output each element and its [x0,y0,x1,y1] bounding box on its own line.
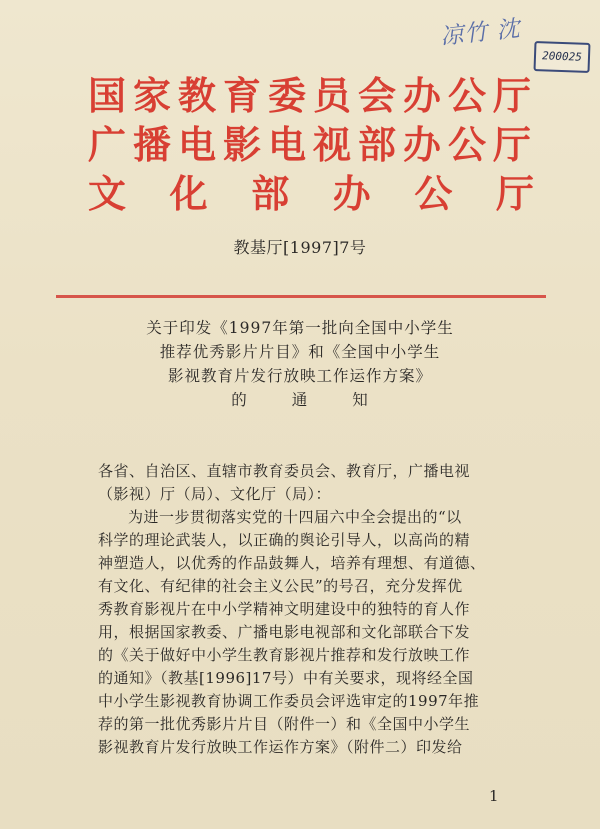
page-number: 1 [489,787,499,805]
recipients-line: （影视）厅（局）、文化厅（局）： [98,485,332,503]
issuing-offices-header [88,72,538,219]
document-title [0,316,600,412]
paragraph-line: 荐的第一批优秀影片片目（附件一）和《全国中小学生 [98,715,471,733]
paragraph-line: 的《关于做好中小学生教育影视片推荐和发行放映工作 [98,646,471,664]
office-name-char: 办 [332,172,371,216]
paragraph-line: 有文化、有纪律的社会主义公民”的号召，充分发挥优 [98,577,463,595]
office-name-line-spread [88,170,534,219]
title-char: 通 [291,391,309,409]
paragraph-line: 的通知》（教基[1996]17号）中有关要求，现将经全国 [98,669,474,687]
body-paragraph [98,506,528,759]
office-name-char: 文 [88,172,127,216]
office-name-line: 国家教育委员会办公厅 [88,74,539,118]
document-number: 教基厅[1997]7号 [233,238,367,257]
office-name-char: 公 [414,172,453,216]
paragraph-line: 用，根据国家教委、广播电影电视部和文化部联合下发 [98,623,471,641]
paragraph-line: 为进一步贯彻落实党的十四届六中全会提出的“以 [128,508,462,526]
recipients-line: 各省、自治区、直辖市教育委员会、教育厅，广播电视 [98,462,471,480]
document-body [98,460,528,759]
paragraph-line: 中小学生影视教育协调工作委员会评选审定的1997年推 [98,692,480,710]
office-name-char: 化 [169,172,208,216]
title-line: 影视教育片发行放映工作运作方案》 [167,367,432,385]
title-char: 知 [352,391,369,409]
handwritten-note: 凉竹 沈 [439,15,522,51]
title-line: 关于印发《1997年第一批向全国中小学生 [146,319,454,337]
paragraph-line: 神塑造人，以优秀的作品鼓舞人，培养有理想、有道德、 [98,554,486,572]
office-name-char: 部 [251,172,290,216]
office-name-line: 广播电影电视部办公厅 [88,123,539,167]
office-name-char: 厅 [495,172,534,216]
paragraph-line: 科学的理论武装人，以正确的舆论引导人，以高尚的精 [98,531,471,549]
paragraph-line: 秀教育影视片在中小学精神文明建设中的独特的育人作 [98,600,471,618]
title-char: 的 [231,391,248,409]
title-line: 推荐优秀影片片目》和《全国中小学生 [159,343,441,361]
paragraph-line: 影视教育片发行放映工作运作方案》（附件二）印发给 [98,738,463,756]
archive-stamp: 200025 [533,41,590,73]
red-separator-line [56,295,546,298]
recipients [98,460,528,506]
title-line-ending [0,388,600,412]
